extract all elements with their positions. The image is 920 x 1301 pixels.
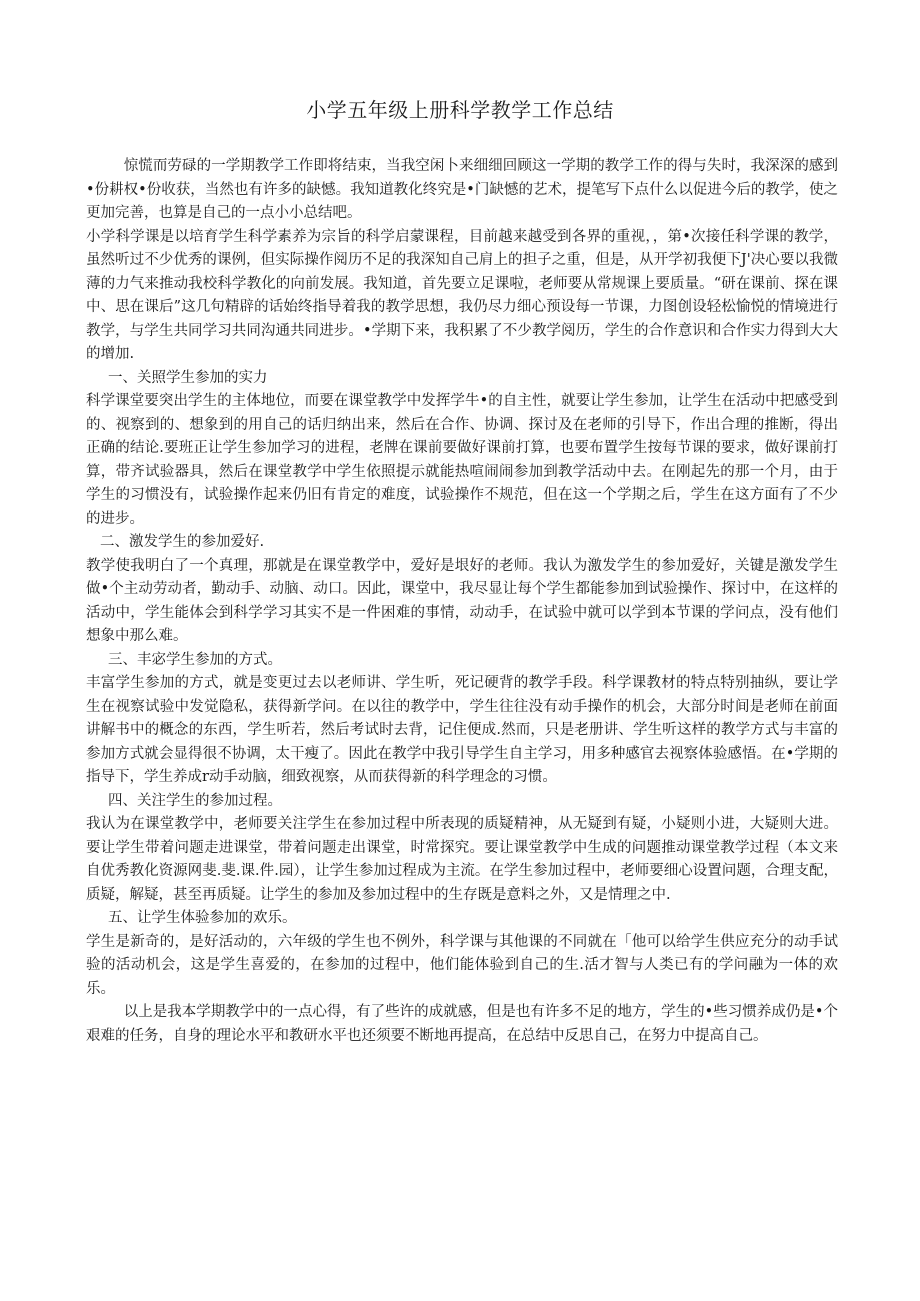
section-heading-3: 三、丰宓学生参加的方式。 — [108, 651, 282, 668]
intro-paragraph: 惊慌而劳碌的一学期教学工作即将结束，当我空闲卜来细细回顾这一学期的教学工作的得与失时，我深深的感到•份耕权•份收获，当然也有许多的缺憾。我知道教化终究是•门缺憾的艺术，提笔写下点什么以促进今后的教学，使之更加完善，也算是自己的一点小小总结吧。 — [86, 158, 838, 221]
section-paragraph-5: 学生是新奇的，是好活动的，六年级的学生也不例外，科学课与其他课的不同就在「他可以给学生供应充分的动手试验的活动机会，这是学生喜爱的，在参加的过程中，他们能体验到自己的生.活才智与人类已有的学问融为一体的欢乐。 — [86, 933, 838, 997]
section-paragraph-1: 科学课堂要突出学生的主体地位，而要在课堂教学中发挥学牛•的自主性，就要让学生参加，让学生在活动中把感受到的、视察到的、想象到的用自己的话归纳出来，然后在合作、协调、探讨及在老师的引导下，作出合理的推断，得出正确的结论.要班正让学生参加学习的进程，老牌在课前要做好课前打算，也要布置学生按每节课的要求，做好课前打算，带齐试验器具，然后在课堂教学中学生依照提示就能热喧闹闹参加到教学活动中去。在刚起先的那一个月，由于学生的习惯没有，试验操作起来仍旧有肯定的难度，试验操作不规范，但在这一个学期之后，学生在这方面有了不少的进步。 — [86, 393, 838, 527]
section-heading-2: 二、激发学生的参加爱好. — [100, 534, 265, 550]
section-heading-5: 五、让学生体验参加的欢乐。 — [108, 910, 297, 926]
section-paragraph-2: 教学使我明白了一个真理，那就是在课堂教学中，爱好是垠好的老师。我认为激发学生的参加爱好，关键是激发学生做•个主动劳动者，勤动手、动脑、动口。因此，课堂中，我尽显让每个学生都能参加到试验操作、探讨中，在这样的活动中，学生能体会到科学学习其实不是一件困难的事情，动动手，在试验中就可以学到本节课的学问点，没有他们想象中那么难。 — [86, 557, 838, 644]
document-title: 小学五年级上册科学教学工作总结 — [306, 98, 614, 122]
document-body — [86, 155, 838, 1048]
overview-paragraph: 小学科学课是以培育学生科学素养为宗旨的科学启蒙课程，目前越来越受到各界的重视，，第•次接任科学课的教学，虽然听过不少优秀的课例，但实际操作阅历不足的我深知自己肩上的担子之重，但是，从开学初我便下J'决心要以我微薄的力气来推动我校科学教化的向前发展。我知道，首先要立足课啦，老师要从常规课上要质量。“研在课前、探在课中、思在课后”这几句精辟的话始终指导着我的教学思想，我仍尽力细心预设每一节课，力图创设轻松愉悦的情境进行教学，与学生共同学习共同沟通共同进步。•学期下来，我积累了不少教学阅历，学生的合作意识和合作实力得到大大的增加. — [86, 228, 838, 362]
section-paragraph-4: 我认为在课堂教学中，老师要关注学生在参加过程中所表现的质疑精神，从无疑到有疑，小疑则小进，大疑则大进。要让学生带着问题走进课堂，带着问题走出课堂，时常探究。要让课堂教学中生成的问题推动课堂教学过程（本文来自优秀教化资源网斐.斐.课.件.园），让学生参加过程成为主流。在学生参加过程中，老师要细心设置问题，合理支配，质疑，解疑，甚至再质疑。让学生的参加及参加过程中的生存既是意料之外，又是情理之中. — [86, 816, 838, 903]
section-heading-1: 一、关照学生参加的实力 — [108, 369, 268, 386]
section-heading-4: 四、关注学生的参加过程。 — [108, 792, 282, 809]
section-paragraph-3: 丰富学生参加的方式，就是变更过去以老师讲、学生听，死记硬背的教学手段。科学课教材的特点特别抽纵，要让学生在视察试验中发觉隐私，获得新学问。在以往的教学中，学生往往没有动手操作的机会，大部分时间是老师在前面讲解书中的概念的东西，学生听若，然后考试时去背，记住便成.然而，只是老册讲、学生听这样的教学方式与丰富的参加方式就会显得很不协调，太干瘦了。因此在教学中我引导学生自主学习，用多种感官去视察体验感悟。在•学期的指导下，学生养成r动手动脑，细致视察，从而获得新的科学理念的习惯。 — [86, 675, 838, 785]
conclusion-paragraph: 以上是我本学期教学中的一点心得，有了些许的成就感，但是也有许多不足的地方，学生的•些习惯养成仍是•个艰难的任务，自身的理论水平和教研水平也还须要不断地再提高，在总结中反思自己，在努力中提高自己。 — [86, 1004, 838, 1044]
